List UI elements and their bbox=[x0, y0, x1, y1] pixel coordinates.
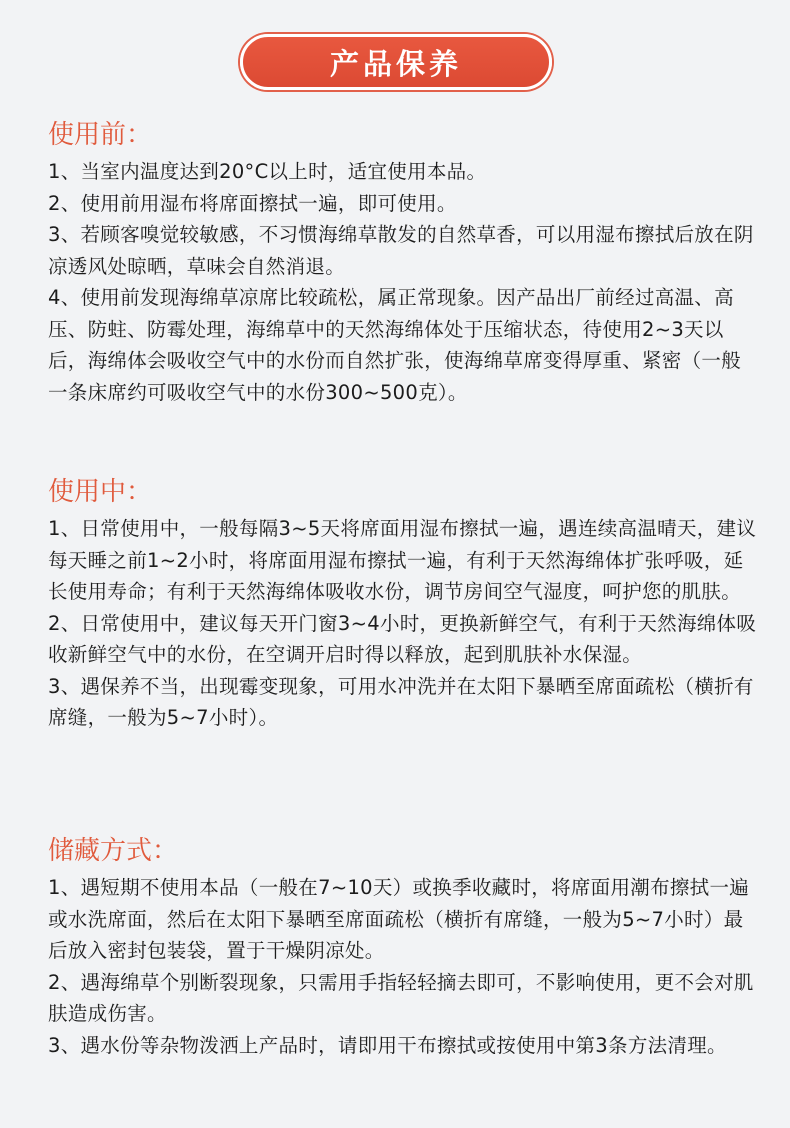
list-item: 2、遇海绵草个别断裂现象，只需用手指轻轻摘去即可，不影响使用，更不会对肌肤造成伤害。 bbox=[48, 970, 754, 1025]
list-item: 2、日常使用中，建议每天开门窗3~4小时，更换新鲜空气，有利于天然海绵体吸收新鲜空气中的水份，在空调开启时得以释放，起到肌肤补水保湿。 bbox=[48, 611, 757, 666]
list-item: 3、遇保养不当，出现霉变现象，可用水冲洗并在太阳下暴晒至席面疏松（横折有席缝，一般为5~7小时）。 bbox=[48, 674, 754, 729]
list-item: 1、日常使用中，一般每隔3~5天将席面用湿布擦拭一遍，遇连续高温晴天，建议每天睡之前1~2小时，将席面用湿布擦拭一遍，有利于天然海绵体扩张呼吸，延长使用寿命；有利于天然海绵体吸收水份，调节房间空气湿度，呵护您的肌肤。 bbox=[48, 517, 757, 603]
list-item: 4、使用前发现海绵草凉席比较疏松，属正常现象。因产品出厂前经过高温、高压、防蛀、防霉处理，海绵草中的天然海绵体处于压缩状态，待使用2~3天以后，海绵体会吸收空气中的水份而自然扩张，使海绵草席变得厚重、紧密（一般一条床席约可吸收空气中的水份300~500克）。 bbox=[48, 286, 742, 404]
section-before-use bbox=[48, 118, 760, 408]
section-storage bbox=[48, 834, 760, 1061]
page-title: 产品保养 bbox=[329, 46, 462, 81]
list-item: 3、若顾客嗅觉较敏感，不习惯海绵草散发的自然草香，可以用湿布擦拭后放在阴凉透风处晾晒，草味会自然消退。 bbox=[48, 223, 754, 278]
section-during-use bbox=[48, 475, 760, 734]
list-item: 2、使用前用湿布将席面擦拭一遍，即可使用。 bbox=[48, 191, 457, 215]
list-item: 3、遇水份等杂物泼洒上产品时，请即用干布擦拭或按使用中第3条方法清理。 bbox=[48, 1033, 727, 1057]
section-heading: 使用中： bbox=[48, 477, 153, 507]
section-heading: 储藏方式： bbox=[48, 836, 179, 866]
title-banner bbox=[240, 34, 552, 90]
list-item: 1、当室内温度达到20°C以上时，适宜使用本品。 bbox=[48, 160, 487, 183]
section-heading: 使用前： bbox=[48, 120, 153, 150]
list-item: 1、遇短期不使用本品（一般在7~10天）或换季收藏时，将席面用潮布擦拭一遍或水洗席面，然后在太阳下暴晒至席面疏松（横折有席缝，一般为5~7小时）最后放入密封包装袋，置于干燥阴凉处。 bbox=[48, 876, 750, 962]
